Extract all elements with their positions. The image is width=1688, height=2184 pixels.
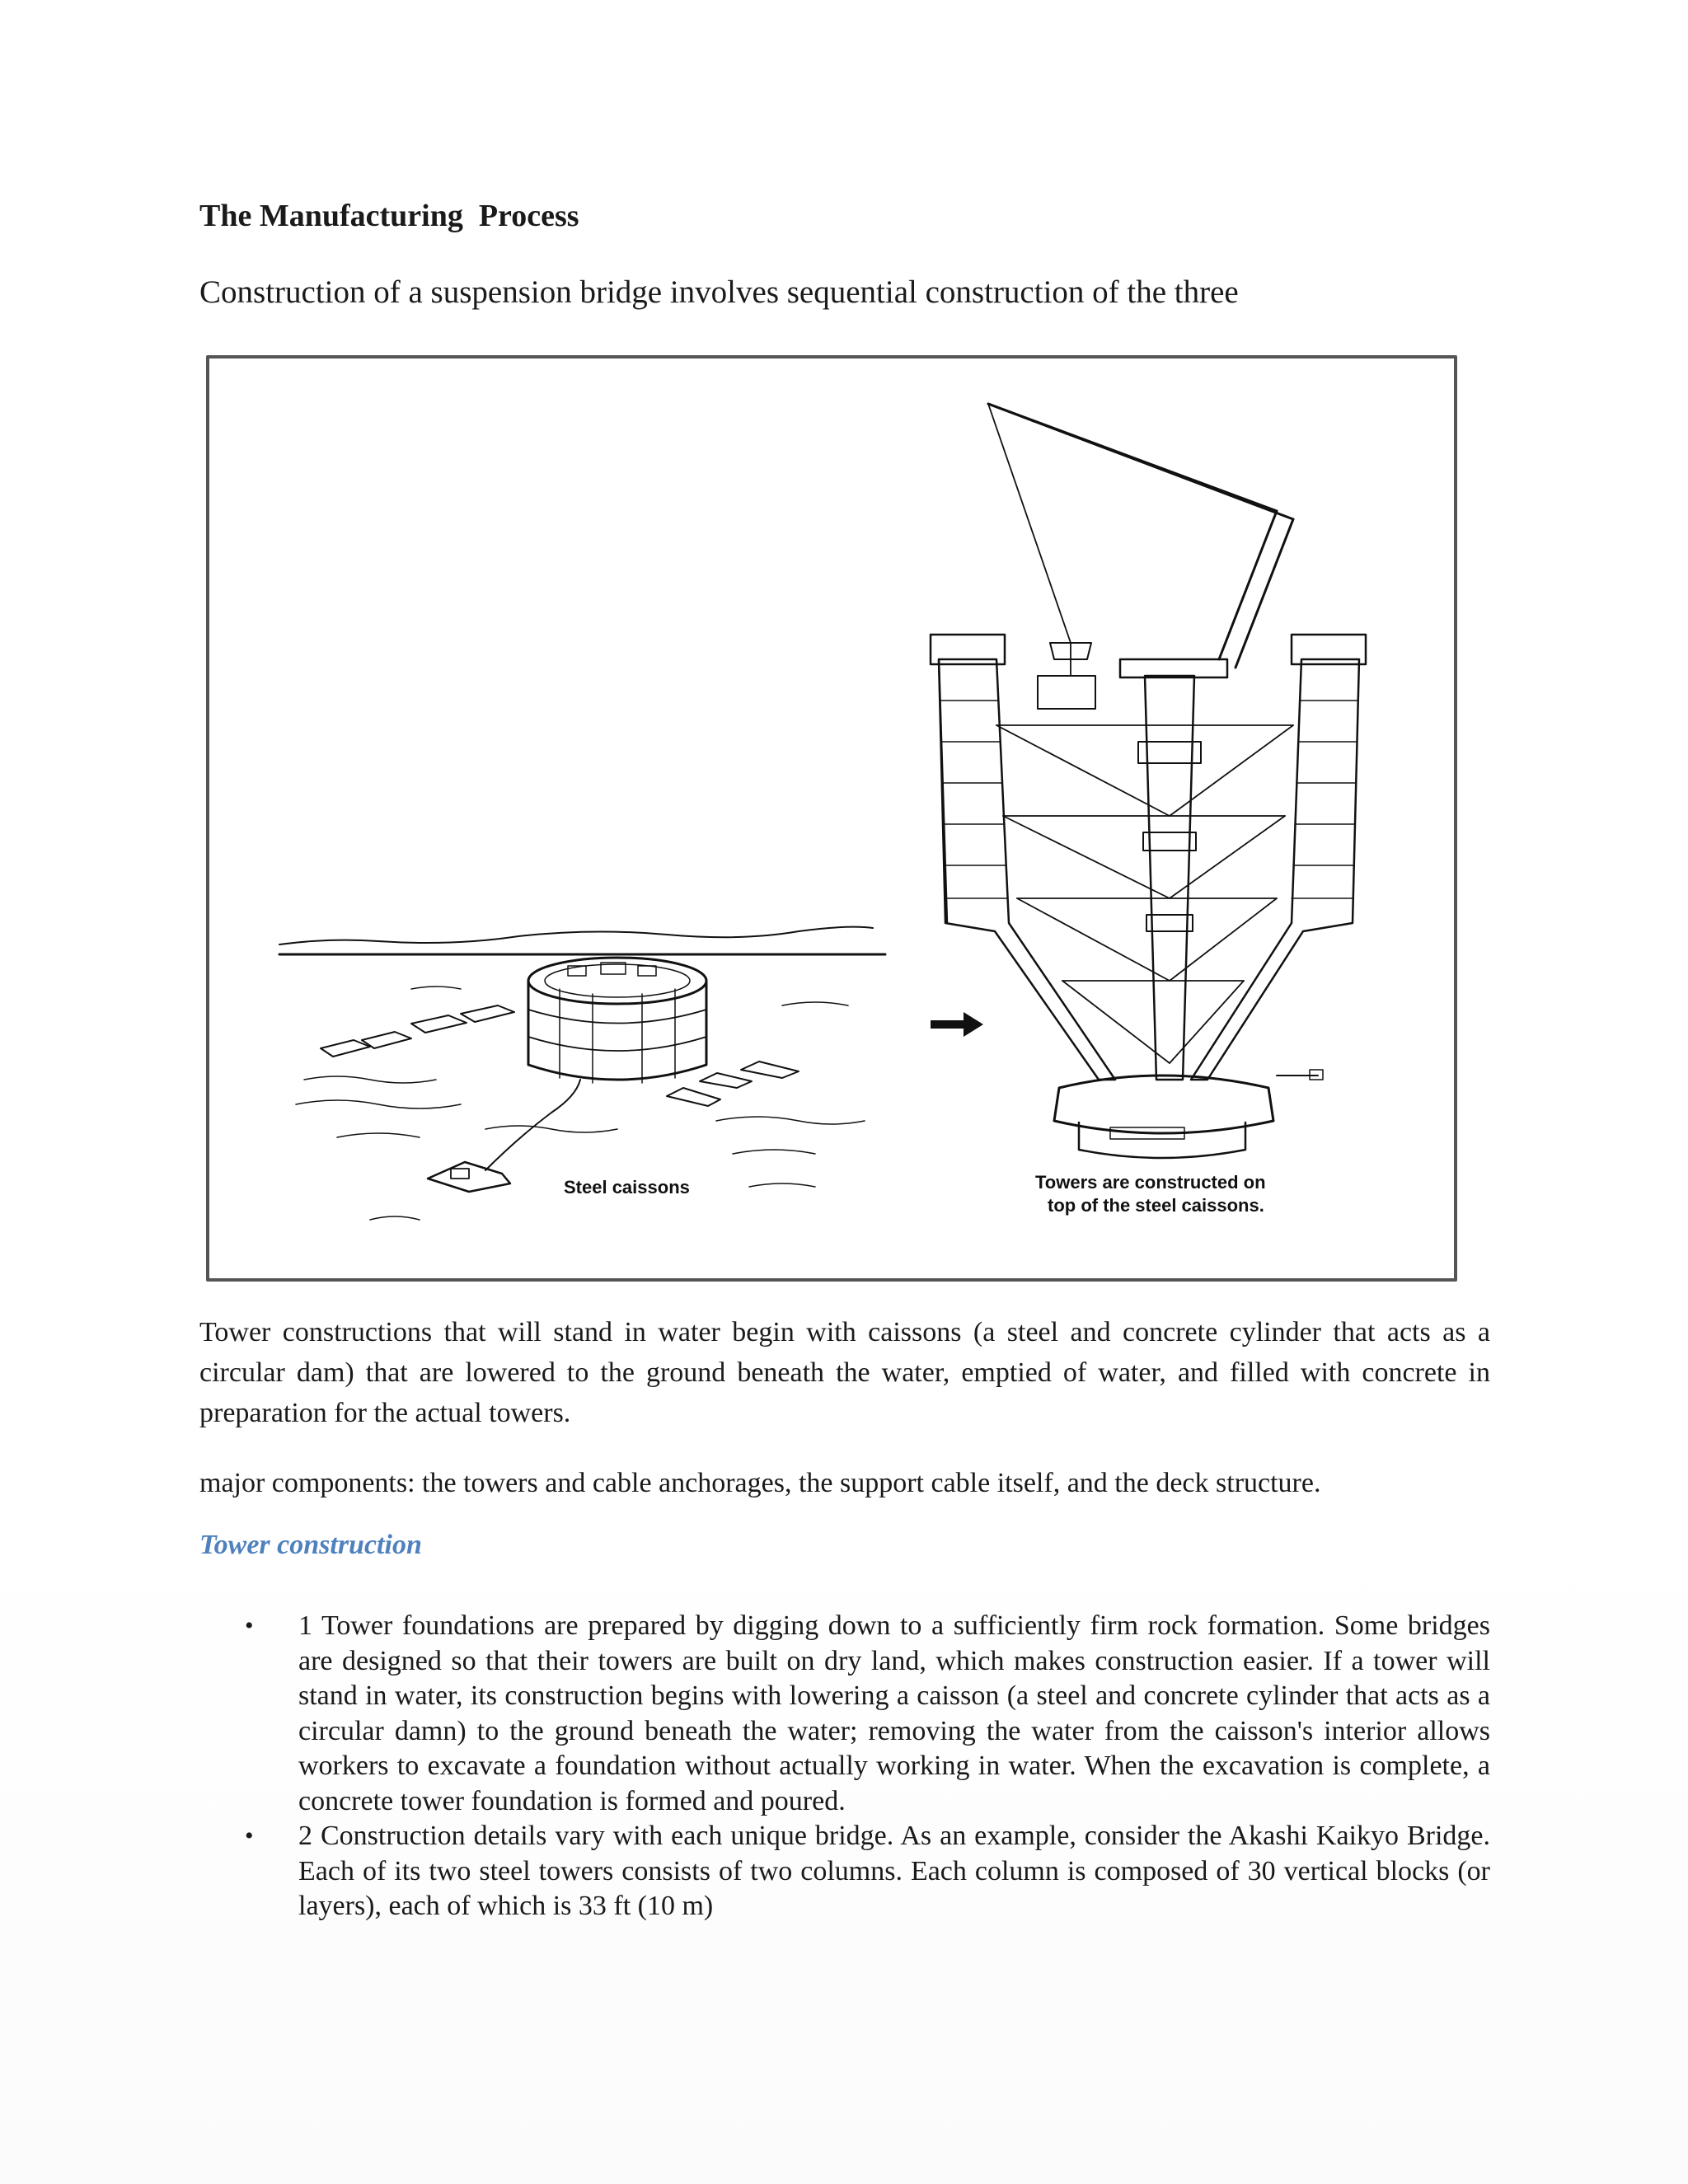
components-paragraph: major components: the towers and cable anchorages, the support cable itself, and the deck structure. xyxy=(199,1468,1321,1498)
caisson-paragraph: Tower constructions that will stand in water begin with caissons (a steel and concrete cylinder that acts as a circular dam) that are lowered to the ground beneath the water, emptied of water, and filled with concrete in preparation for the actual towers. xyxy=(199,1317,1490,1428)
right-figure-label-line1: Towers are constructed on xyxy=(1035,1172,1266,1193)
page-heading: The Manufacturing Process xyxy=(199,199,579,233)
step-text: 2 Construction details vary with each unique bridge. As an example, consider the Akashi Kaikyo Bridge. Each of its two steel towers consists of two columns. Each column is composed of 30 vertical blocks (or layers), each of which is 33 ft (10 m) xyxy=(298,1821,1490,1921)
right-figure-label-line2: top of the steel caissons. xyxy=(1048,1195,1264,1216)
bullet-icon: • xyxy=(245,1822,254,1849)
left-figure-label: Steel caissons xyxy=(564,1177,690,1197)
bullet-icon: • xyxy=(245,1612,254,1639)
list-item xyxy=(199,1819,1490,1924)
figure-frame xyxy=(208,357,1456,1280)
intro-sentence: Construction of a suspension bridge involves sequential construction of the three xyxy=(199,274,1239,310)
construction-steps-list xyxy=(199,1609,1490,1924)
list-item xyxy=(199,1609,1490,1819)
caisson-scene xyxy=(279,927,885,1220)
caisson-tower-illustration xyxy=(205,354,1458,1282)
arrow-right-icon xyxy=(931,1012,983,1037)
tower-scene xyxy=(931,404,1366,1158)
section-subheading: Tower construction xyxy=(199,1530,422,1560)
step-text: 1 Tower foundations are prepared by digging down to a sufficiently firm rock formation. Some bridges are designed so that their towers are built on dry land, which makes construction easier. If a tower will stand in water, its construction begins with lowering a caisson (a steel and concrete cylinder that acts as a circular damn) to the ground beneath the water; removing the water from the caisson's interior allows workers to excavate a foundation without actually working in water. When the excavation is complete, a concrete tower foundation is formed and poured. xyxy=(298,1610,1490,1816)
